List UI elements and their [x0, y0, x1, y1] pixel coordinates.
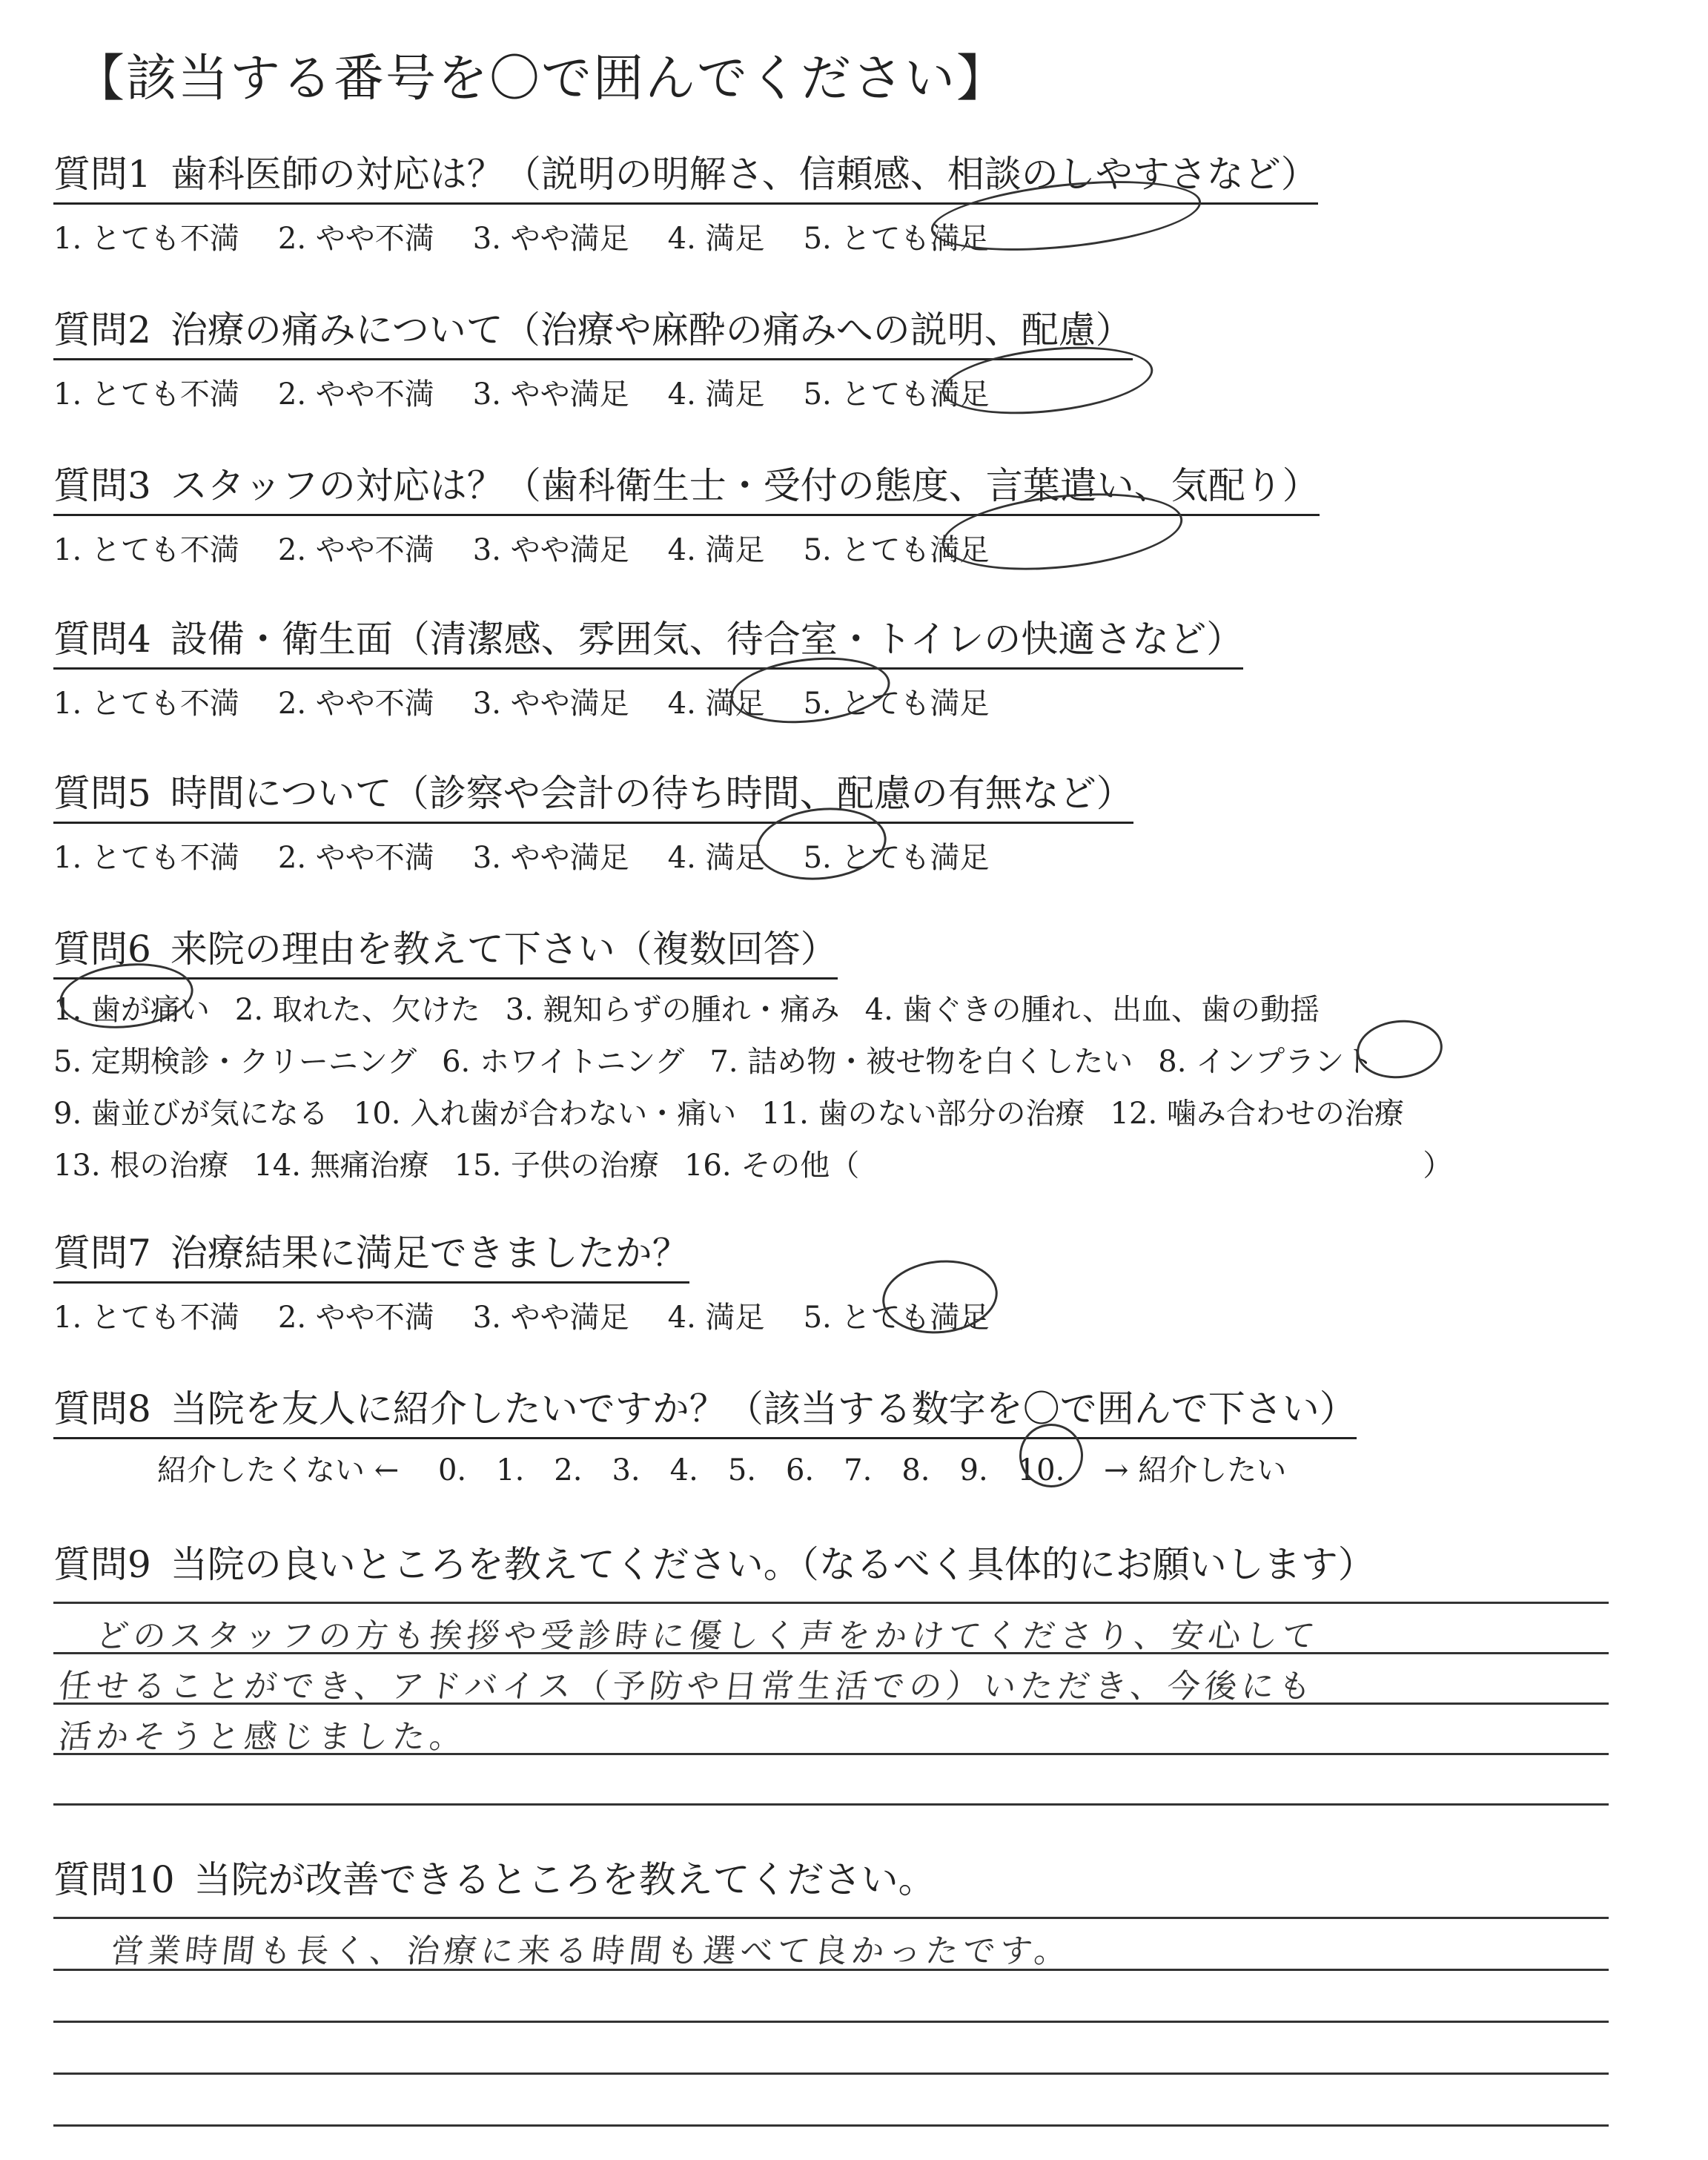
option-5[interactable]: 5. とても満足	[803, 1301, 990, 1335]
option-4[interactable]: 4. 満足	[667, 377, 765, 412]
other-close-paren: ）	[1423, 1149, 1453, 1183]
option-1[interactable]: 1. とても不満	[53, 377, 239, 412]
question-2	[53, 300, 1133, 413]
reason-option[interactable]: 11. 歯のない部分の治療	[761, 1097, 1085, 1131]
option-5[interactable]: 5. とても満足	[803, 222, 990, 256]
handwritten-answer-line: 営業時間も長く、治療に来る時間も選べて良かったです。	[108, 1932, 1073, 1970]
question-number: 質問4	[53, 618, 151, 661]
question-8	[53, 1379, 1357, 1489]
question-number: 質問6	[53, 928, 151, 971]
question-text: 歯科医師の対応は？（説明の明解さ、信頼感、相談のしやすさなど）	[170, 153, 1318, 196]
reason-option[interactable]: 15. 子供の治療	[454, 1149, 659, 1183]
question-4	[53, 610, 1243, 722]
answer-line	[53, 1602, 1609, 1604]
scale-value[interactable]: 9.	[959, 1453, 988, 1487]
option-row	[53, 1140, 1452, 1192]
scale-value[interactable]: 6.	[785, 1453, 815, 1487]
scale-value[interactable]: 4.	[669, 1453, 698, 1487]
reason-options	[53, 984, 1452, 1192]
option-4[interactable]: 4. 満足	[667, 687, 765, 721]
answer-options	[53, 834, 1133, 876]
handwritten-answer-line: 任せることができ、アドバイス（予防や日常生活での）いただき、今後にも	[56, 1668, 1318, 1705]
option-row	[53, 1088, 1452, 1140]
reason-option[interactable]: 3. 親知らずの腫れ・痛み	[505, 993, 840, 1027]
option-5[interactable]: 5. とても満足	[803, 533, 990, 567]
scale-left-label: 紹介したくない ←	[157, 1453, 400, 1487]
answer-options	[53, 680, 1243, 722]
option-2[interactable]: 2. やや不満	[277, 222, 434, 256]
question-5	[53, 764, 1133, 876]
question-text: 治療結果に満足できましたか？	[170, 1232, 689, 1275]
reason-option[interactable]: 14. 無痛治療	[254, 1149, 429, 1183]
question-number: 質問2	[53, 308, 151, 351]
scale-value[interactable]: 1.	[496, 1453, 525, 1487]
question-text: 時間について（診察や会計の待ち時間、配慮の有無など）	[170, 772, 1133, 815]
option-2[interactable]: 2. やや不満	[277, 1301, 434, 1335]
question-number: 質問3	[53, 464, 151, 507]
question-3	[53, 456, 1320, 569]
scale-value[interactable]: 2.	[554, 1453, 583, 1487]
option-3[interactable]: 3. やや満足	[472, 533, 629, 567]
option-1[interactable]: 1. とても不満	[53, 1301, 239, 1335]
option-1[interactable]: 1. とても不満	[53, 687, 239, 721]
question-text: 設備・衛生面（清潔感、雰囲気、待合室・トイレの快適さなど）	[170, 618, 1244, 661]
option-4[interactable]: 4. 満足	[667, 1301, 765, 1335]
scale-value[interactable]: 0.	[437, 1453, 467, 1487]
question-number: 質問8	[53, 1387, 151, 1430]
question-1	[53, 145, 1318, 257]
option-1[interactable]: 1. とても不満	[53, 222, 239, 256]
option-4[interactable]: 4. 満足	[667, 841, 765, 875]
recommend-scale	[157, 1447, 1357, 1489]
answer-options	[53, 215, 1318, 257]
option-2[interactable]: 2. やや不満	[277, 533, 434, 567]
question-number: 質問10	[53, 1858, 175, 1901]
answer-line	[53, 2073, 1609, 2075]
reason-option[interactable]: 10. 入れ歯が合わない・痛い	[353, 1097, 737, 1131]
question-text: 治療の痛みについて（治療や麻酔の痛みへの説明、配慮）	[170, 308, 1133, 351]
option-5[interactable]: 5. とても満足	[803, 687, 990, 721]
reason-option[interactable]: 2. 取れた、欠けた	[234, 993, 480, 1027]
question-number: 質問9	[53, 1543, 151, 1586]
reason-option[interactable]: 12. 噛み合わせの治療	[1110, 1097, 1404, 1131]
answer-line	[53, 1917, 1609, 1919]
reason-option[interactable]: 6. ホワイトニング	[442, 1045, 685, 1079]
question-number: 質問1	[53, 153, 151, 196]
reason-option[interactable]: 4. 歯ぐきの腫れ、出血、歯の動揺	[864, 993, 1320, 1027]
question-text: 当院の良いところを教えてください。（なるべく具体的にお願いします）	[170, 1543, 1375, 1586]
answer-options	[53, 526, 1320, 569]
scale-value[interactable]: 5.	[727, 1453, 756, 1487]
question-6	[53, 919, 1452, 1192]
option-5[interactable]: 5. とても満足	[803, 841, 990, 875]
option-row	[53, 1036, 1452, 1088]
question-10	[53, 1850, 936, 1903]
scale-value[interactable]: 10.	[1017, 1453, 1065, 1487]
scale-value[interactable]: 8.	[901, 1453, 930, 1487]
question-7	[53, 1223, 1027, 1336]
option-row	[53, 984, 1452, 1036]
option-1[interactable]: 1. とても不満	[53, 533, 239, 567]
answer-line	[53, 1803, 1609, 1806]
handwritten-answer-line: 活かそうと感じました。	[56, 1718, 469, 1756]
scale-value[interactable]: 3.	[612, 1453, 640, 1487]
option-5[interactable]: 5. とても満足	[803, 377, 990, 412]
option-1[interactable]: 1. とても不満	[53, 841, 239, 875]
option-3[interactable]: 3. やや満足	[472, 1301, 629, 1335]
option-2[interactable]: 2. やや不満	[277, 687, 434, 721]
question-number: 質問7	[53, 1232, 151, 1275]
reason-option[interactable]: 5. 定期検診・クリーニング	[53, 1045, 417, 1079]
handwritten-answer-line: どのスタッフの方も挨拶や受診時に優しく声をかけてくださり、安心して	[93, 1617, 1322, 1655]
question-text: スタッフの対応は？（歯科衛生士・受付の態度、言葉遣い、気配り）	[170, 464, 1320, 507]
scale-value[interactable]: 7.	[844, 1453, 873, 1487]
option-2[interactable]: 2. やや不満	[277, 841, 434, 875]
answer-line	[53, 2021, 1609, 2023]
question-number: 質問5	[53, 772, 151, 815]
option-4[interactable]: 4. 満足	[667, 222, 765, 256]
answer-line	[53, 2124, 1609, 2127]
reason-option[interactable]: 13. 根の治療	[53, 1149, 229, 1183]
reason-option[interactable]: 9. 歯並びが気になる	[53, 1097, 328, 1131]
question-text: 当院を友人に紹介したいですか？（該当する数字を〇で囲んで下さい）	[170, 1387, 1357, 1430]
option-2[interactable]: 2. やや不満	[277, 377, 434, 412]
option-3[interactable]: 3. やや満足	[472, 222, 629, 256]
reason-option[interactable]: 1. 歯が痛い	[53, 993, 210, 1027]
page-title: 【該当する番号を〇で囲んでください】	[74, 50, 1009, 108]
question-text: 当院が改善できるところを教えてください。	[193, 1858, 936, 1901]
question-text: 来院の理由を教えて下さい（複数回答）	[170, 928, 838, 971]
option-3[interactable]: 3. やや満足	[472, 377, 629, 412]
answer-options	[53, 371, 1133, 413]
reason-option[interactable]: 7. 詰め物・被せ物を白くしたい	[709, 1045, 1133, 1079]
other-option[interactable]: 16. その他（	[683, 1149, 860, 1183]
question-9	[53, 1535, 1375, 1588]
scale-right-label: → 紹介したい	[1104, 1453, 1287, 1487]
option-4[interactable]: 4. 満足	[667, 533, 765, 567]
answer-options	[53, 1294, 1027, 1336]
option-3[interactable]: 3. やや満足	[472, 687, 629, 721]
option-3[interactable]: 3. やや満足	[472, 841, 629, 875]
reason-option[interactable]: 8. インプラント	[1158, 1045, 1374, 1079]
